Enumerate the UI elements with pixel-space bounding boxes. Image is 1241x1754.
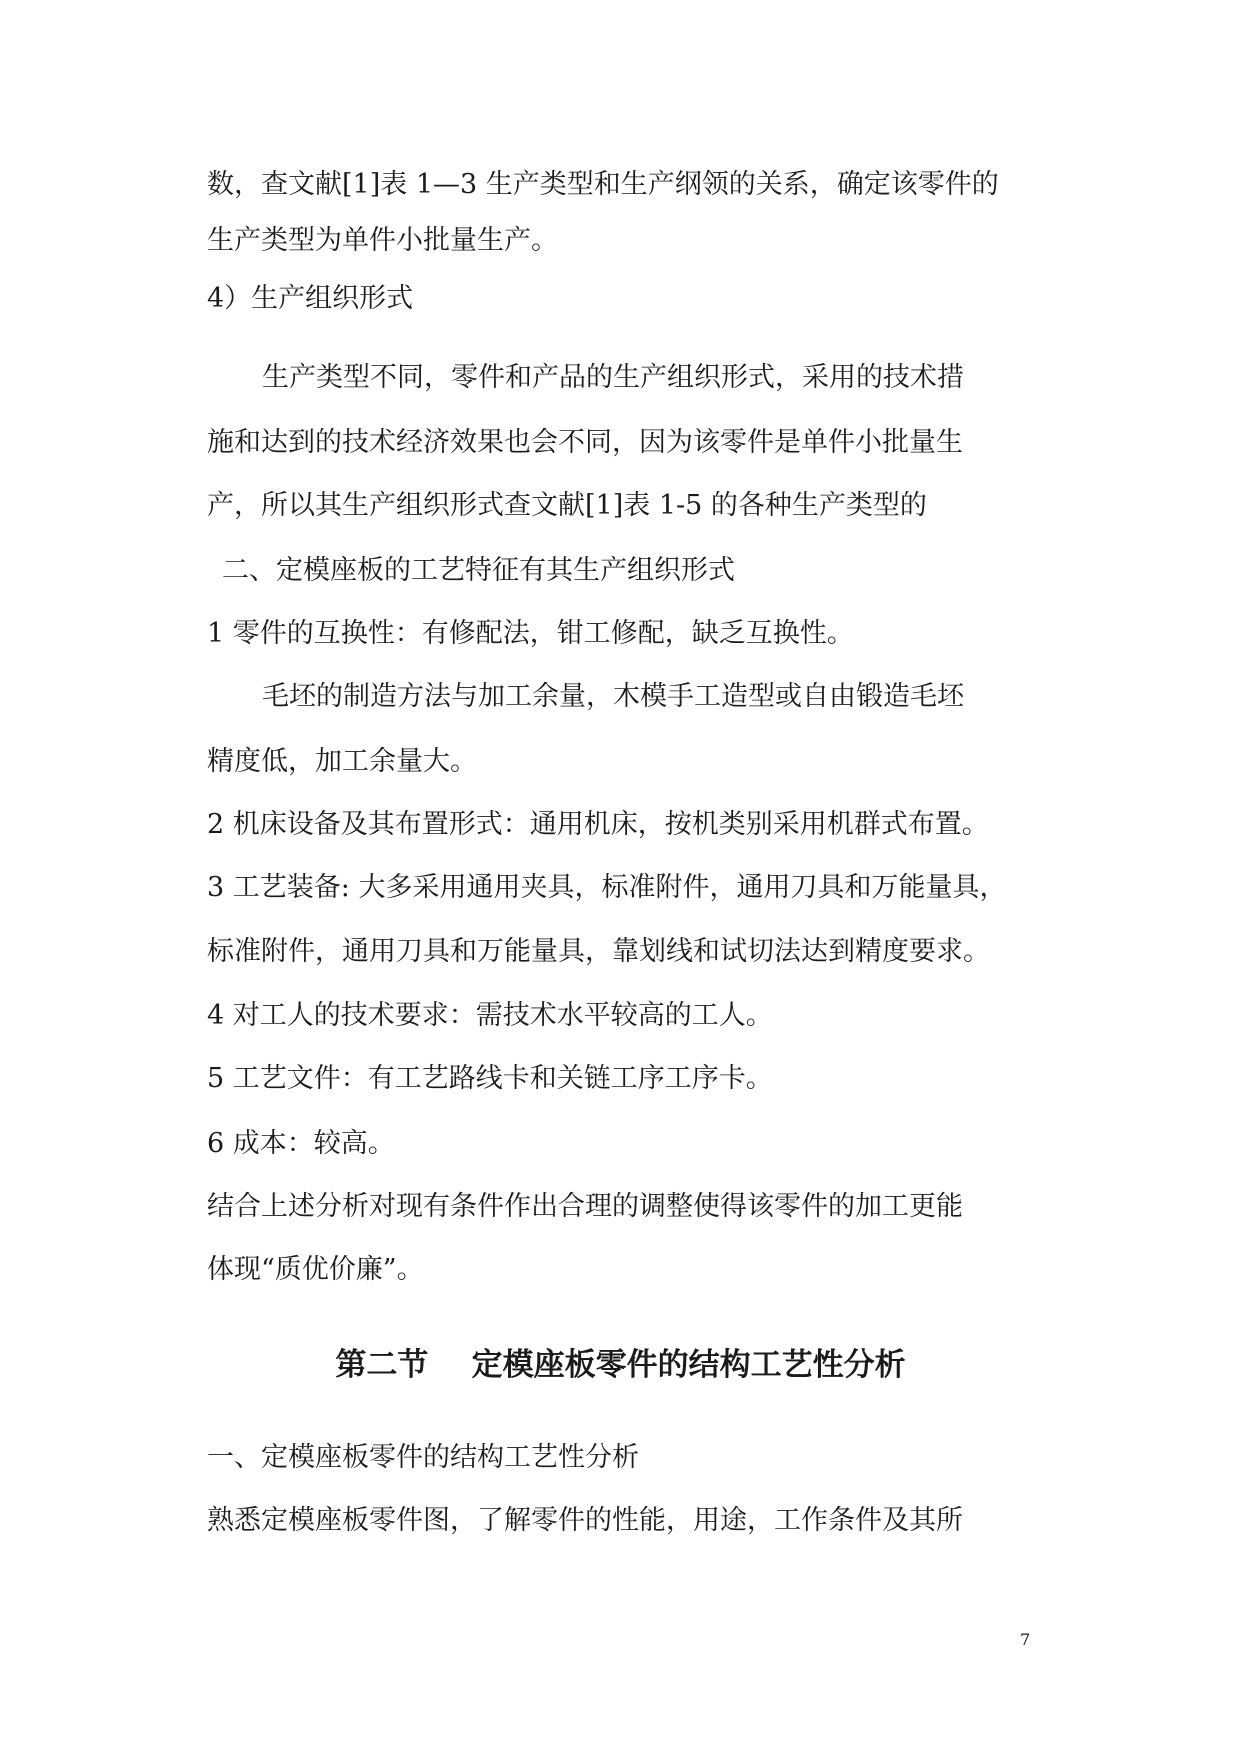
section-heading: 第二节 定模座板零件的结构工艺性分析 [335, 1347, 906, 1383]
body-text-line: 施和达到的技术经济效果也会不同，因为该零件是单件小批量生 [207, 427, 963, 458]
list-item: 5 工艺文件：有工艺路线卡和关链工序工序卡。 [207, 1063, 773, 1094]
list-item: 6 成本：较高。 [207, 1128, 395, 1159]
subsection-heading: 4）生产组织形式 [207, 283, 414, 314]
body-text-line: 产，所以其生产组织形式查文献[1]表 1-5 的各种生产类型的 [207, 490, 927, 521]
page-number: 7 [1020, 1630, 1031, 1649]
body-text-line: 精度低，加工余量大。 [207, 746, 477, 777]
subsection-heading: 二、定模座板的工艺特征有其生产组织形式 [222, 555, 735, 586]
body-text-line: 数，查文献[1]表 1—3 生产类型和生产纲领的关系，确定该零件的 [207, 169, 999, 200]
list-item: 2 机床设备及其布置形式：通用机床，按机类别采用机群式布置。 [207, 809, 989, 840]
body-text-line: 结合上述分析对现有条件作出合理的调整使得该零件的加工更能 [207, 1191, 963, 1222]
list-item: 1 零件的互换性：有修配法，钳工修配，缺乏互换性。 [207, 618, 854, 649]
body-text-line: 生产类型不同，零件和产品的生产组织形式，采用的技术措 [262, 362, 964, 393]
body-text-line: 生产类型为单件小批量生产。 [207, 225, 558, 256]
body-text-line: 体现“质优价廉”。 [207, 1254, 424, 1285]
subsection-heading: 一、定模座板零件的结构工艺性分析 [207, 1442, 639, 1473]
body-text-line: 熟悉定模座板零件图，了解零件的性能，用途，工作条件及其所 [207, 1505, 963, 1536]
list-item: 4 对工人的技术要求：需技术水平较高的工人。 [207, 1000, 773, 1031]
body-text-line: 毛坯的制造方法与加工余量，木模手工造型或自由锻造毛坯 [262, 681, 964, 712]
list-item: 3 工艺装备: 大多采用通用夹具，标准附件，通用刀具和万能量具， [207, 872, 1007, 903]
body-text-line: 标准附件，通用刀具和万能量具，靠划线和试切法达到精度要求。 [207, 936, 990, 967]
